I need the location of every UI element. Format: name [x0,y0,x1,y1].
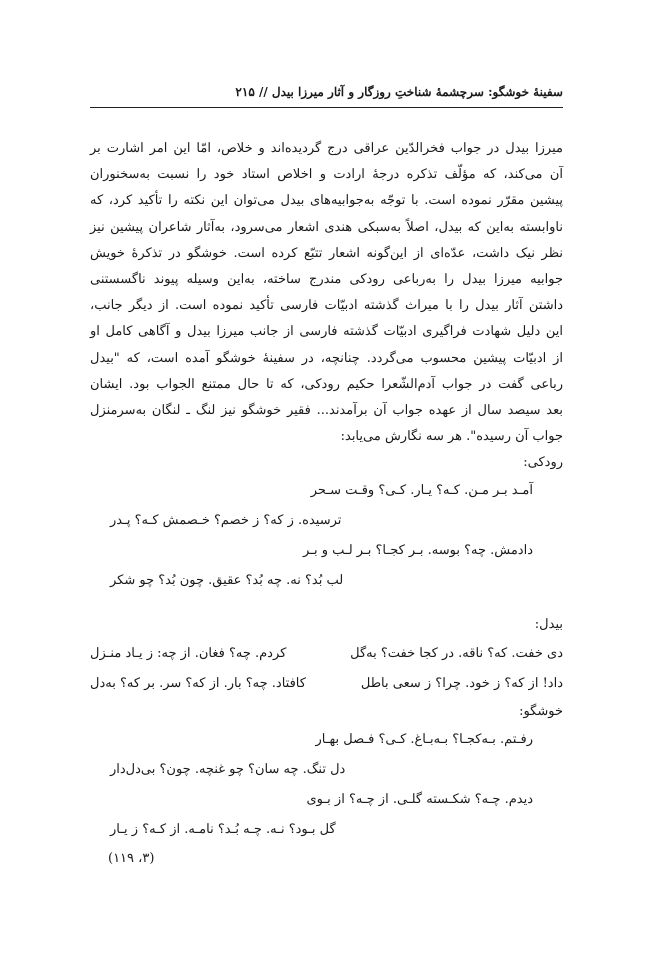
verse-line [90,566,563,596]
verse-line [90,669,563,699]
hemistich: کافتاد. چه؟ بار. از که؟ سر. بر که؟ به‌دل [90,675,306,691]
citation: (۳، ۱۱۹) [108,850,155,866]
paragraph-line: رباعی گفت در جواب آدم‌الشّعرا حکیم رودکی، که تا حال ممتنع الجواب بود. ایشان [90,376,563,392]
hemistich: کردم. چه؟ فغان. از چه: ز یـاد منـزل [90,645,287,661]
paragraph-line: میرزا بیدل در جواب فخرالدّین عراقی درج گردیده‌اند و خلاص، امّا این امر اشارت بر [90,141,563,156]
paragraph-line: جواب آن رسیده". هر سه نگارش می‌یابد: [340,429,563,445]
hemistich: آمـد بـر مـن. کـه؟ یـار. کـی؟ وقـت سـحر [310,483,533,499]
hemistich: دادمش. چه؟ بوسه. بـر کجـا؟ بـر لـب و بـر [302,543,533,559]
hemistich: لب بُد؟ نه. چه بُد؟ عقیق. چون بُد؟ چو شکر [110,573,344,589]
verse-line [90,639,563,669]
paragraph-line: این دلیل شهادت فراگیری ادبیّات گذشته فارسی از جانب میرزا بیدل و آگاهی کامل او [90,324,563,340]
paragraph-line: نظر نیک داشت، عدّه‌ای از این‌گونه اشعار تتبّع کرده است. خوشگو در تذکرهٔ خویش [90,245,563,261]
hemistich: داد! از که؟ ز خود. چرا؟ ز سعی باطل [360,675,563,691]
poet-label-khoshgu: خوشگو: [519,703,563,719]
verse-line [90,725,563,755]
verse-line [90,476,563,506]
paragraph-line: از ادبیّات پیشین محسوب می‌گردد. چنانچه، در سفینهٔ خوشگو آمده است، که "بیدل [90,350,563,366]
hemistich: دی خفت. که؟ ناقه. در کجا خفت؟ به‌گل [350,645,563,661]
rudaki-poem [90,450,563,596]
bidel-poem [90,612,563,698]
page-body [90,136,563,873]
citation-line [90,845,563,873]
hemistich: دل تنگ. چه سان؟ چو غنچه. چون؟ بی‌دل‌دار [110,761,346,777]
paragraph-line: پیشین مقرّر نموده است. با توجّه به‌جوابیه‌های بیدل می‌توان این نکته را تأکید کرد، که [90,193,563,209]
poet-label-rudaki: رودکی: [523,455,563,471]
header-rule [90,107,563,108]
running-head: سفینهٔ خوشگو: سرچشمهٔ شناختِ روزگار و آثار میرزا بیدل // ۲۱۵ [235,85,563,99]
verse-line [90,815,563,845]
paragraph-line: جوابیه میرزا بیدل را به‌رباعی رودکی مندرج ساخته، به‌این وسیله پیوند ناگسستنی [90,271,563,287]
hemistich: ترسیده. ز که؟ ز خصم؟ خـصمش کـه؟ پـدر [110,513,342,529]
verse-line [90,755,563,785]
verse-line [90,536,563,566]
paragraph-line: داشتن آثار بیدل را با میراث گذشته ادبیّات فارسی تأکید نموده است. از دیگر جانب، [90,298,563,314]
hemistich: گل بـود؟ نـه. چـه بُـد؟ نامـه. از کـه؟ ز یـار [110,821,336,837]
main-paragraph [90,136,563,450]
paragraph-line: ناوابسته به‌این که بیدل، اصلاً به‌سبکی هندی اشعار می‌سرود، به‌آثار شاعران پیشین نیز [90,219,563,235]
verse-line [90,506,563,536]
paragraph-line: آن می‌کند، که مؤلّف تذکره درجهٔ ارادت و اخلاص استاد خود را نسبت به‌سخنوران [90,167,563,183]
spacer [90,596,563,612]
poet-label-bidel: بیدل: [534,617,563,633]
hemistich: دیدم. چـه؟ شکـسته گلـی. از چـه؟ از بـوی [306,791,533,807]
paragraph-line: بعد سیصد سال از عهده جواب آن برآمدند... فقیر خوشگو نیز لنگ ـ لنگان به‌سرمنزل [90,402,563,418]
khoshgu-poem [90,699,563,873]
hemistich: رفـتم. بـه‌کجـا؟ بـه‌بـاغ. کـی؟ فـصل بهـار [315,731,533,747]
verse-line [90,785,563,815]
